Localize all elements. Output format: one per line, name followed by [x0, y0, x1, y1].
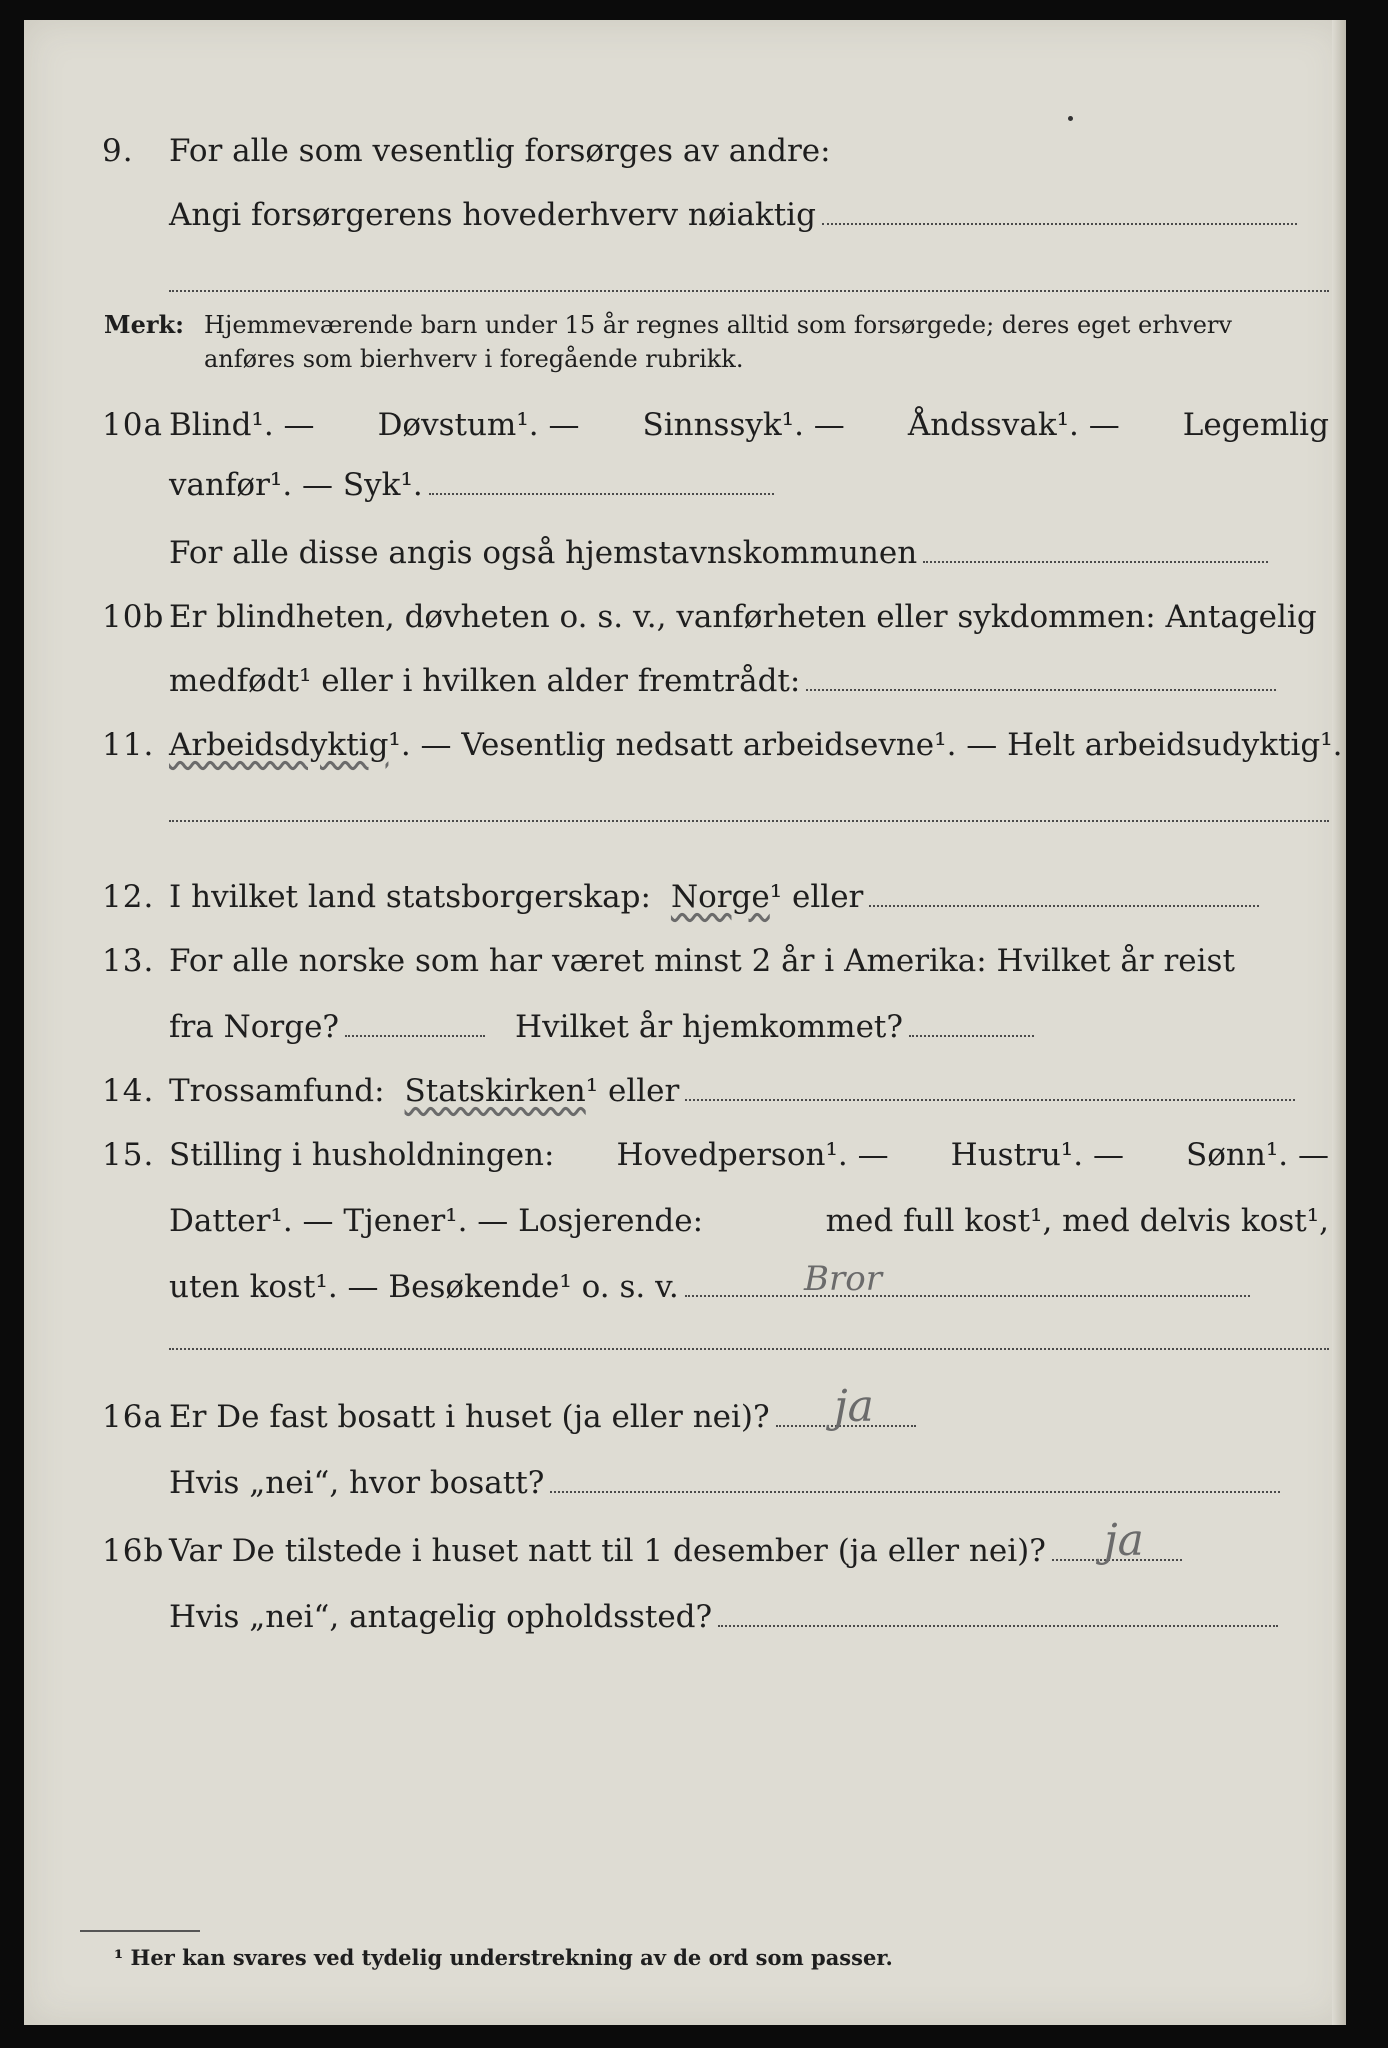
q15-opt-sonn: Sønn¹. —: [1186, 1137, 1329, 1173]
ink-speck: [1068, 116, 1073, 121]
q13-text2a: fra Norge?: [169, 1009, 340, 1045]
q15-number: 15.: [102, 1137, 155, 1173]
q10a-number: 10a: [102, 407, 163, 443]
q10b-text2: medfødt¹ eller i hvilken alder fremtrådt:: [169, 663, 801, 699]
q13-line1: [24, 936, 1346, 986]
q16b-text2: Hvis „nei“, antagelig opholdssted?: [169, 1599, 713, 1635]
q15-answer-line[interactable]: [685, 1295, 1250, 1297]
q10b-number: 10b: [102, 599, 165, 635]
q10a-kommune-line[interactable]: [923, 561, 1268, 563]
q9-line2: [24, 190, 1346, 240]
q10a-line3: [24, 528, 1346, 578]
q9-line1: [24, 126, 1346, 176]
q15-opt-hustru: Hustru¹. —: [950, 1137, 1124, 1173]
q10a-line2: [24, 460, 1346, 510]
q10b-text1: Er blindheten, døvheten o. s. v., vanførheten eller sykdommen: Antagelig: [169, 599, 1317, 635]
q16b-line2: [24, 1592, 1346, 1642]
footnote: ¹ Her kan svares ved tydelig understrekning av de ord som passer.: [114, 1945, 893, 1970]
q12-line: [24, 872, 1346, 922]
q9-blank-line[interactable]: [169, 290, 1329, 292]
q12-number: 12.: [102, 879, 155, 915]
q16a-line2: [24, 1458, 1346, 1508]
q12-answer-line[interactable]: [869, 905, 1259, 907]
q14-answer-statskirken: Statskirken: [404, 1073, 586, 1109]
q13-text2b: Hvilket år hjemkommet?: [515, 1009, 904, 1045]
q14-answer-line[interactable]: [685, 1099, 1295, 1101]
q12-tail: ¹ eller: [769, 879, 864, 915]
q12-answer-norge: Norge: [670, 879, 770, 915]
merk-text: Hjemmeværende barn under 15 år regnes alltid som forsørgede; deres eget erhverv anføres som bierhverv i foregående rubrikk.: [204, 311, 1232, 373]
q14-line: [24, 1066, 1346, 1116]
q15-blank-line[interactable]: [169, 1348, 1329, 1350]
merk-label: Merk:: [104, 310, 184, 339]
q10a-syk-line[interactable]: [429, 493, 774, 495]
q13-number: 13.: [102, 943, 155, 979]
q10b-answer-line[interactable]: [806, 689, 1276, 691]
q16a-handwritten-answer: ja: [834, 1381, 874, 1432]
q10b-line1: [24, 592, 1346, 642]
q16a-bosatt-line[interactable]: [550, 1491, 1280, 1493]
q10a-opt-sinnssyk: Sinnssyk¹. —: [642, 407, 845, 443]
q14-tail: ¹ eller: [585, 1073, 680, 1109]
q16b-text1: Var De tilstede i huset natt til 1 desember (ja eller nei)?: [169, 1533, 1046, 1569]
q10b-line2: [24, 656, 1346, 706]
footnote-rule: [80, 1930, 200, 1932]
q11-blank-line[interactable]: [169, 820, 1329, 822]
q16b-number: 16b: [102, 1533, 165, 1569]
q15-text2a: Datter¹. — Tjener¹. — Losjerende:: [169, 1203, 704, 1239]
q9-text2: Angi forsørgerens hovederhverv nøiaktig: [169, 197, 816, 233]
q14-number: 14.: [102, 1073, 155, 1109]
q10a-line1: [24, 400, 1346, 450]
q14-text: Trossamfund:: [169, 1073, 385, 1109]
q9-answer-line[interactable]: [822, 223, 1297, 225]
q10a-opt-legemlig: Legemlig: [1182, 407, 1329, 443]
q13-text1: For alle norske som har været minst 2 år i Amerika: Hvilket år reist: [169, 943, 1235, 979]
q10a-opt-andssvak: Åndssvak¹. —: [907, 407, 1120, 443]
q16a-line1: [24, 1381, 1346, 1442]
q16b-opholdssted-line[interactable]: [718, 1625, 1278, 1627]
census-form-page: [24, 20, 1346, 2025]
q15-text2b: med full kost¹, med delvis kost¹,: [825, 1203, 1329, 1239]
q10a-text3: For alle disse angis også hjemstavnskommunen: [169, 535, 918, 571]
q11-opt-arbeidsdyktig: Arbeidsdyktig: [169, 727, 389, 763]
q13-hjemkommet-line[interactable]: [909, 1035, 1034, 1037]
q16a-number: 16a: [102, 1399, 163, 1435]
q15-line1: [24, 1130, 1346, 1180]
q11-rest: ¹. — Vesentlig nedsatt arbeidsevne¹. — Helt arbeidsudyktig¹.: [388, 727, 1343, 763]
q15-line2: [24, 1196, 1346, 1246]
q13-reist-line[interactable]: [345, 1035, 485, 1037]
q10a-opt-blind: Blind¹. —: [169, 407, 315, 443]
q12-text: I hvilket land statsborgerskap:: [169, 879, 651, 915]
q15-opt-hovedperson: Hovedperson¹. —: [616, 1137, 889, 1173]
q16a-text2: Hvis „nei“, hvor bosatt?: [169, 1465, 545, 1501]
q15-handwritten-answer: Bror: [804, 1259, 882, 1299]
q9-text1: For alle som vesentlig forsørges av andre:: [169, 133, 831, 169]
q10a-text2: vanfør¹. — Syk¹.: [169, 467, 423, 503]
q10a-opt-dovstum: Døvstum¹. —: [377, 407, 580, 443]
q13-line2: [24, 1002, 1346, 1052]
q9-number: 9.: [102, 133, 134, 169]
q16b-line1: [24, 1515, 1346, 1576]
q15-label: Stilling i husholdningen:: [169, 1137, 555, 1173]
q16a-text1: Er De fast bosatt i huset (ja eller nei)?: [169, 1399, 770, 1435]
q11-number: 11.: [102, 727, 155, 763]
q16b-handwritten-answer: ja: [1104, 1515, 1144, 1566]
q15-text3: uten kost¹. — Besøkende¹ o. s. v.: [169, 1269, 679, 1305]
q11-line: [24, 720, 1346, 770]
q15-line3: [24, 1259, 1346, 1312]
